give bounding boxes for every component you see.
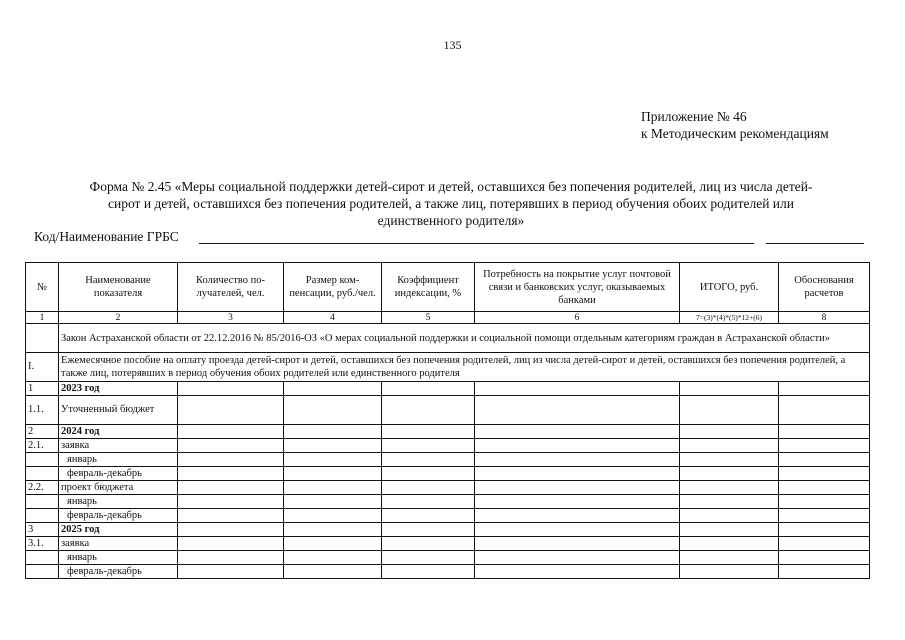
index-cell[interactable] <box>382 396 475 425</box>
recipients-cell[interactable] <box>178 425 284 439</box>
table-row <box>26 439 870 453</box>
postal-need-cell[interactable] <box>475 439 680 453</box>
postal-need-cell[interactable] <box>475 495 680 509</box>
row-number <box>26 453 59 467</box>
recipients-cell[interactable] <box>178 523 284 537</box>
col-header-total: ИТОГО, руб. <box>680 263 779 312</box>
justification-cell[interactable] <box>779 396 870 425</box>
row-label: проект бюджета <box>59 481 178 495</box>
measure-row <box>26 353 870 382</box>
row-label: январь <box>59 453 178 467</box>
recipients-cell[interactable] <box>178 467 284 481</box>
postal-need-cell[interactable] <box>475 467 680 481</box>
total-cell[interactable] <box>680 565 779 579</box>
row-label: январь <box>59 551 178 565</box>
recipients-cell[interactable] <box>178 439 284 453</box>
index-cell[interactable] <box>382 382 475 396</box>
col-number: 6 <box>475 312 680 324</box>
law-row <box>26 324 870 353</box>
row-number <box>26 509 59 523</box>
postal-need-cell[interactable] <box>475 537 680 551</box>
compensation-cell[interactable] <box>284 565 382 579</box>
form-title <box>36 178 866 229</box>
table-row <box>26 523 870 537</box>
table-row <box>26 565 870 579</box>
compensation-cell[interactable] <box>284 396 382 425</box>
table-row <box>26 551 870 565</box>
row-number: 2.1. <box>26 439 59 453</box>
index-cell[interactable] <box>382 509 475 523</box>
compensation-cell[interactable] <box>284 453 382 467</box>
row-number: 3 <box>26 523 59 537</box>
index-cell[interactable] <box>382 551 475 565</box>
row-label: Уточненный бюджет <box>59 396 178 425</box>
row-label: 2024 год <box>59 425 178 439</box>
row-label: январь <box>59 495 178 509</box>
recipients-cell[interactable] <box>178 453 284 467</box>
table-row <box>26 467 870 481</box>
row-number: 2 <box>26 425 59 439</box>
grbs-name-field[interactable] <box>199 243 754 244</box>
row-label: февраль-декабрь <box>59 509 178 523</box>
recipients-cell[interactable] <box>178 537 284 551</box>
justification-cell[interactable] <box>779 382 870 396</box>
index-cell[interactable] <box>382 467 475 481</box>
page-number: 135 <box>443 38 462 52</box>
justification-cell[interactable] <box>779 439 870 453</box>
col-header-name: Наименование показателя <box>59 263 178 312</box>
postal-need-cell[interactable] <box>475 425 680 439</box>
total-cell[interactable] <box>680 537 779 551</box>
column-numbers-row <box>26 312 870 324</box>
form-title-line-3: единственного родителя» <box>377 213 525 228</box>
total-cell[interactable] <box>680 425 779 439</box>
row-number: 1.1. <box>26 396 59 425</box>
measure-number: I. <box>26 353 59 382</box>
row-label: заявка <box>59 537 178 551</box>
index-cell[interactable] <box>382 495 475 509</box>
col-number: 5 <box>382 312 475 324</box>
index-cell[interactable] <box>382 481 475 495</box>
total-cell[interactable] <box>680 382 779 396</box>
justification-cell[interactable] <box>779 481 870 495</box>
form-title-line-2: сирот и детей, оставшихся без попечения родителей, а также лиц, потерявших в период обучения обоих родителей или <box>108 196 794 211</box>
measures-table <box>25 262 870 579</box>
row-number <box>26 551 59 565</box>
total-cell[interactable] <box>680 453 779 467</box>
postal-need-cell[interactable] <box>475 565 680 579</box>
row-number <box>26 565 59 579</box>
justification-cell[interactable] <box>779 537 870 551</box>
total-cell[interactable] <box>680 396 779 425</box>
justification-cell[interactable] <box>779 551 870 565</box>
row-number: 2.2. <box>26 481 59 495</box>
appendix-line-1: Приложение № 46 <box>641 109 747 124</box>
total-cell[interactable] <box>680 481 779 495</box>
form-title-line-1: Форма № 2.45 «Меры социальной поддержки детей-сирот и детей, оставшихся без попечения родителей, лиц из числа детей- <box>89 179 813 194</box>
total-cell[interactable] <box>680 467 779 481</box>
recipients-cell[interactable] <box>178 509 284 523</box>
col-header-recipients: Количество по-лучателей, чел. <box>178 263 284 312</box>
compensation-cell[interactable] <box>284 495 382 509</box>
table-row <box>26 495 870 509</box>
index-cell[interactable] <box>382 523 475 537</box>
law-num-cell <box>26 324 59 353</box>
grbs-label: Код/Наименование ГРБС <box>34 229 179 244</box>
recipients-cell[interactable] <box>178 565 284 579</box>
row-number: 1 <box>26 382 59 396</box>
col-number: 1 <box>26 312 59 324</box>
index-cell[interactable] <box>382 453 475 467</box>
col-header-postal-need: Потребность на покрытие услуг почтовой связи и банковских услуг, оказываемых банками <box>475 263 680 312</box>
postal-need-cell[interactable] <box>475 509 680 523</box>
col-header-num: № <box>26 263 59 312</box>
row-number: 3.1. <box>26 537 59 551</box>
index-cell[interactable] <box>382 425 475 439</box>
col-header-justification: Обоснования расчетов <box>779 263 870 312</box>
total-cell[interactable] <box>680 509 779 523</box>
recipients-cell[interactable] <box>178 495 284 509</box>
justification-cell[interactable] <box>779 453 870 467</box>
table-row <box>26 396 870 425</box>
appendix-note <box>641 108 829 142</box>
recipients-cell[interactable] <box>178 481 284 495</box>
postal-need-cell[interactable] <box>475 453 680 467</box>
measure-text: Ежемесячное пособие на оплату проезда детей-сирот и детей, оставшихся без попечения родителей, лиц из числа детей-сирот и детей, оставшихся без попечения родителей, а также лиц, потерявших в период обучения обоих родителей или единственного родителя <box>59 353 870 382</box>
justification-cell[interactable] <box>779 523 870 537</box>
postal-need-cell[interactable] <box>475 382 680 396</box>
compensation-cell[interactable] <box>284 509 382 523</box>
col-number: 2 <box>59 312 178 324</box>
index-cell[interactable] <box>382 537 475 551</box>
grbs-code-field[interactable] <box>766 243 864 244</box>
total-cell[interactable] <box>680 523 779 537</box>
compensation-cell[interactable] <box>284 382 382 396</box>
index-cell[interactable] <box>382 439 475 453</box>
row-label: февраль-декабрь <box>59 565 178 579</box>
compensation-cell[interactable] <box>284 523 382 537</box>
compensation-cell[interactable] <box>284 425 382 439</box>
col-number: 3 <box>178 312 284 324</box>
row-label: 2023 год <box>59 382 178 396</box>
recipients-cell[interactable] <box>178 551 284 565</box>
justification-cell[interactable] <box>779 509 870 523</box>
total-cell[interactable] <box>680 551 779 565</box>
justification-cell[interactable] <box>779 467 870 481</box>
justification-cell[interactable] <box>779 425 870 439</box>
table-row <box>26 537 870 551</box>
postal-need-cell[interactable] <box>475 551 680 565</box>
table-row <box>26 425 870 439</box>
compensation-cell[interactable] <box>284 439 382 453</box>
total-cell[interactable] <box>680 439 779 453</box>
row-number <box>26 495 59 509</box>
appendix-line-2: к Методическим рекомендациям <box>641 126 829 141</box>
col-header-compensation: Размер ком-пенсации, руб./чел. <box>284 263 382 312</box>
table-row <box>26 509 870 523</box>
justification-cell[interactable] <box>779 495 870 509</box>
compensation-cell[interactable] <box>284 551 382 565</box>
compensation-cell[interactable] <box>284 481 382 495</box>
col-number: 4 <box>284 312 382 324</box>
compensation-cell[interactable] <box>284 537 382 551</box>
row-number <box>26 467 59 481</box>
col-number: 8 <box>779 312 870 324</box>
col-number-formula: 7=(3)*(4)*(5)*12+(6) <box>680 312 779 324</box>
row-label: заявка <box>59 439 178 453</box>
table-row <box>26 382 870 396</box>
table-row <box>26 453 870 467</box>
total-cell[interactable] <box>680 495 779 509</box>
header-row <box>26 263 870 312</box>
justification-cell[interactable] <box>779 565 870 579</box>
recipients-cell[interactable] <box>178 396 284 425</box>
compensation-cell[interactable] <box>284 467 382 481</box>
postal-need-cell[interactable] <box>475 396 680 425</box>
law-text: Закон Астраханской области от 22.12.2016 № 85/2016-ОЗ «О мерах социальной поддержки и социальной помощи отдельным категориям граждан в Астраханской области» <box>59 324 870 353</box>
table-row <box>26 481 870 495</box>
recipients-cell[interactable] <box>178 382 284 396</box>
row-label: февраль-декабрь <box>59 467 178 481</box>
col-header-index: Коэффициент индексации, % <box>382 263 475 312</box>
postal-need-cell[interactable] <box>475 481 680 495</box>
index-cell[interactable] <box>382 565 475 579</box>
postal-need-cell[interactable] <box>475 523 680 537</box>
row-label: 2025 год <box>59 523 178 537</box>
